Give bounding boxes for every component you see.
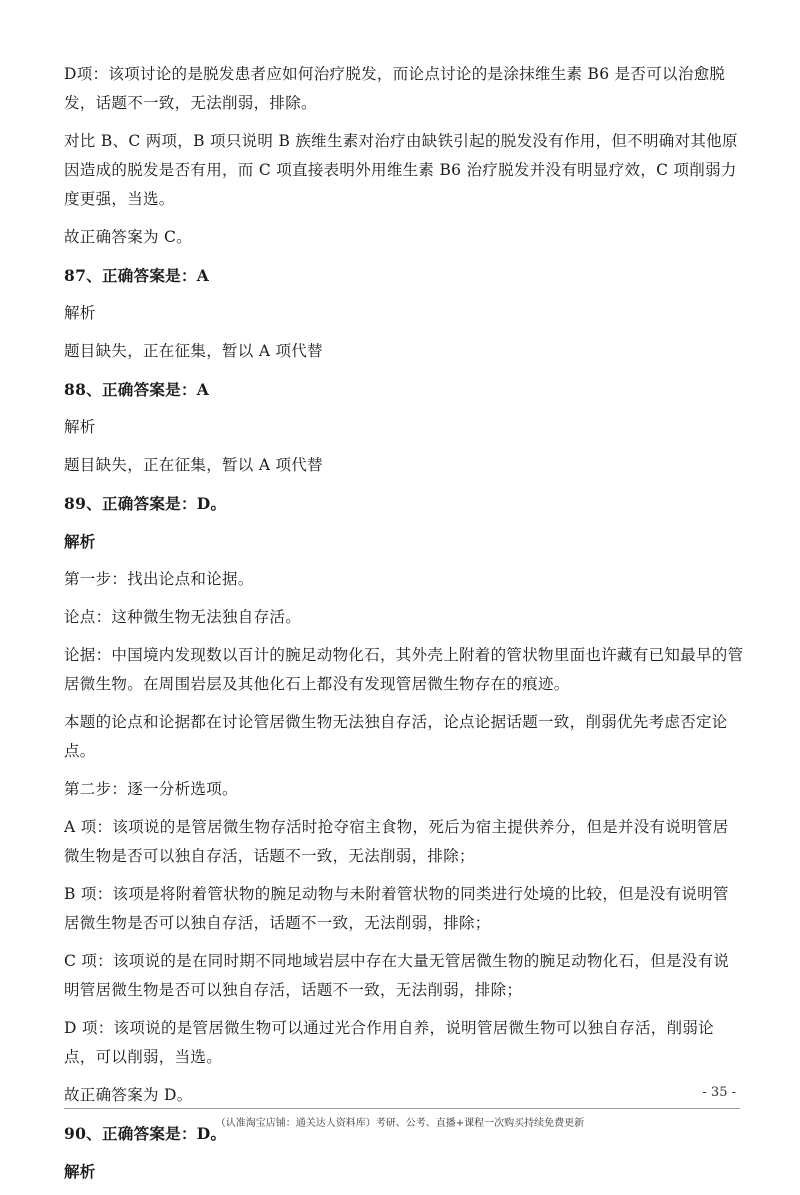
paragraph: 论据：中国境内发现数以百计的腕足动物化石，其外壳上附着的管状物里面也许藏有已知最早的管居微生物。在周围岩层及其他化石上都没有发现管居微生物存在的痕迹。 — [64, 646, 744, 693]
document-body — [64, 60, 744, 1195]
paragraph: 论点：这种微生物无法独自存活。 — [64, 608, 302, 626]
paragraph: C 项：该项说的是在同时期不同地域岩层中存在大量无管居微生物的腕足动物化石，但是没有说明管居微生物是否可以独自存活，话题不一致，无法削弱，排除； — [64, 952, 730, 999]
analysis-label: 解析 — [64, 418, 96, 436]
footer-text: （认准淘宝店铺：通关达人资料库）考研、公考、直播+课程一次购买持续免费更新 — [215, 1118, 585, 1129]
paragraph: 故正确答案为 C。 — [64, 228, 192, 246]
paragraph: D 项：该项说的是管居微生物可以通过光合作用自养，说明管居微生物可以独自存活，削弱论点，可以削弱，当选。 — [64, 1019, 714, 1066]
paragraph: B 项：该项是将附着管状物的腕足动物与未附着管状物的同类进行处境的比较，但是没有说明管居微生物是否可以独自存活，话题不一致，无法削弱，排除； — [64, 885, 729, 932]
paragraph: 题目缺失，正在征集，暂以 A 项代替 — [64, 456, 323, 474]
paragraph: 本题的论点和论据都在讨论管居微生物无法独自存活，论点论据话题一致，削弱优先考虑否定论点。 — [64, 713, 728, 760]
footer-divider — [64, 1108, 740, 1109]
analysis-label: 解析 — [64, 304, 96, 322]
analysis-label: 解析 — [64, 1162, 96, 1181]
answer-heading: 88、正确答案是：A — [64, 380, 210, 399]
answer-heading: 89、正确答案是：D。 — [64, 494, 227, 513]
paragraph: 对比 B、C 两项，B 项只说明 B 族维生素对治疗由缺铁引起的脱发没有作用，但不明确对其他原因造成的脱发是否有用，而 C 项直接表明外用维生素 B6 治疗脱发并没有明显疗效，C 项削弱力度更强，当选。 — [64, 132, 738, 208]
page-number: - 35 - — [702, 1085, 736, 1100]
paragraph: 题目缺失，正在征集，暂以 A 项代替 — [64, 342, 323, 360]
paragraph: 第一步：找出论点和论据。 — [64, 570, 254, 588]
paragraph: A 项：该项说的是管居微生物存活时抢夺宿主食物，死后为宿主提供养分，但是并没有说明管居微生物是否可以独自存活，话题不一致，无法削弱，排除； — [64, 818, 729, 865]
answer-heading: 87、正确答案是：A — [64, 266, 210, 285]
analysis-label: 解析 — [64, 532, 96, 551]
paragraph: 第二步：逐一分析选项。 — [64, 780, 238, 798]
paragraph: 故正确答案为 D。 — [64, 1086, 193, 1104]
paragraph: D项：该项讨论的是脱发患者应如何治疗脱发，而论点讨论的是涂抹维生素 B6 是否可以治愈脱发，话题不一致，无法削弱，排除。 — [64, 65, 726, 112]
answer-heading: 90、正确答案是：D。 — [64, 1124, 227, 1143]
